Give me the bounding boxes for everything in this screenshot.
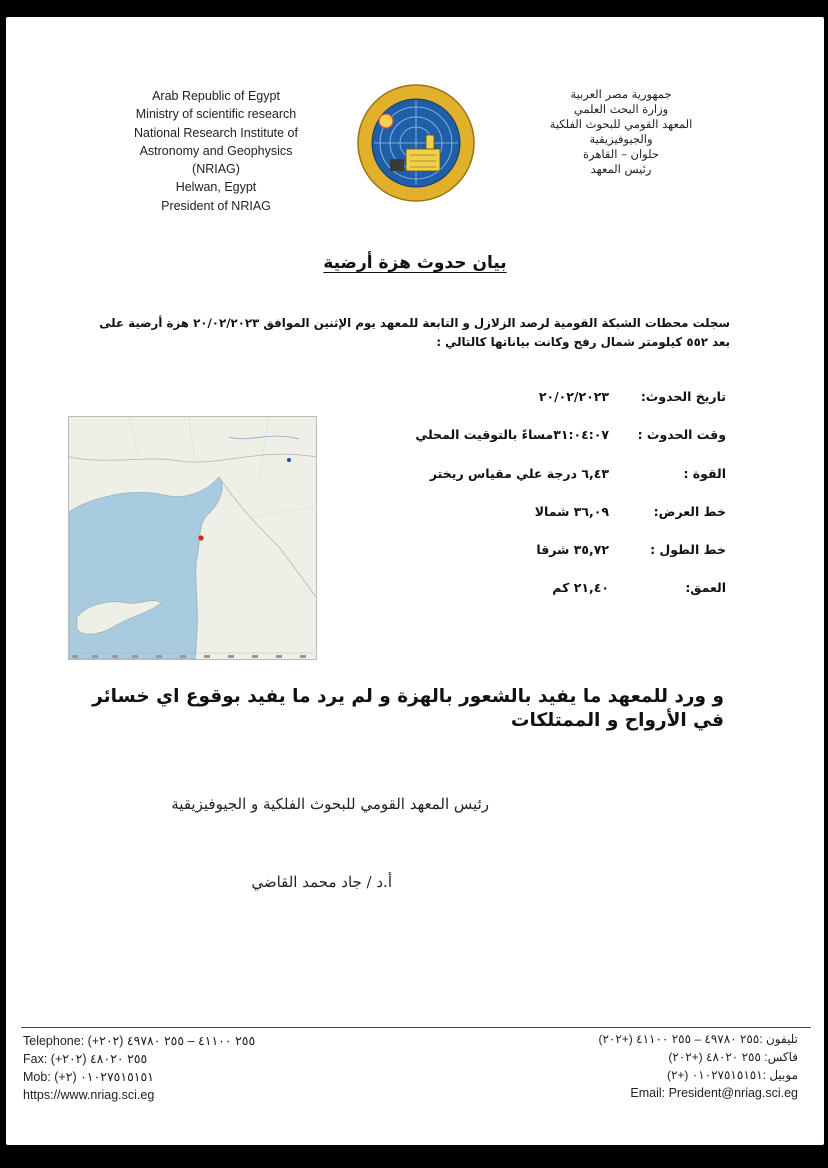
document-page xyxy=(6,17,824,1145)
footer-mobile: Mob: (+٢) ٠١٠٢٧٥١٥١٥١ xyxy=(23,1070,154,1084)
letterhead-line: President of NRIAG xyxy=(161,198,271,213)
footer-fax: Fax: (+٢٠٢) ٢٥٥ ٤٨٠٢٠ xyxy=(23,1052,148,1066)
map-scale-ticks xyxy=(68,651,315,663)
footer-email-link[interactable]: Email: President@nriag.sci.eg xyxy=(630,1086,798,1100)
arabic-letterhead xyxy=(521,87,721,177)
footer-mobile: موبيل :٠١٠٢٧٥١٥١٥١ (+٢) xyxy=(666,1068,798,1082)
signatory-name: أ.د / جاد محمد القاضي xyxy=(251,873,392,891)
detail-value: ٢٠/٠٢/٢٠٢٣ xyxy=(538,389,609,404)
letterhead-line: المعهد القومي للبحوث الفلكية xyxy=(549,117,693,131)
letterhead-line: Astronomy and Geophysics xyxy=(139,143,293,158)
footer-fax: فاكس: ٢٥٥ ٤٨٠٢٠ (+٢٠٢) xyxy=(668,1050,798,1064)
detail-label: خط العرض: xyxy=(653,504,726,519)
epicenter-marker xyxy=(198,535,203,540)
intro-paragraph: سجلت محطات الشبكة القومية لرصد الزلازل و التابعة للمعهد يوم الإثنين الموافق ٢٠/٠٢/٢٠٢٣ هزة أرضية على بعد ٥٥٢ كيلومتر شمال رفح وكانت بياناتها كالتالي : xyxy=(99,316,730,349)
footer-website-link[interactable]: https://www.nriag.sci.eg xyxy=(23,1088,155,1102)
detail-label: تاريخ الحدوث: xyxy=(640,389,726,404)
letterhead-line: National Research Institute of xyxy=(134,125,298,140)
letterhead-line: وزارة البحث العلمي xyxy=(573,102,669,116)
letterhead-line: حلوان – القاهرة xyxy=(582,147,659,161)
footer-contact-english xyxy=(23,1032,373,1104)
footer-telephone: تليفون :٢٥٥ ٤٩٧٨٠ – ٢٥٥ ٤١١٠٠ (+٢٠٢) xyxy=(598,1032,798,1046)
letterhead-line: والجيوفيزيقية xyxy=(589,132,653,146)
letterhead-line: Ministry of scientific research xyxy=(135,107,297,122)
detail-label: القوة : xyxy=(683,466,726,481)
detail-value: ٢١,٤٠ كم xyxy=(552,580,609,595)
nriag-seal-logo xyxy=(356,83,476,203)
detail-value: ٣٥,٧٢ شرقا xyxy=(536,542,609,557)
detail-label: خط الطول : xyxy=(650,542,726,557)
signatory-title: رئيس المعهد القومي للبحوث الفلكية و الجيوفيزيقية xyxy=(171,795,489,813)
detail-value: ٣٦,٠٩ شمالا xyxy=(534,504,609,519)
station-marker xyxy=(287,458,291,462)
document-title: بيان حدوث هزة أرضية xyxy=(323,253,507,273)
letterhead-line: Arab Republic of Egypt xyxy=(152,89,280,103)
detail-value: ٦,٤٣ درجة علي مقياس ريختر xyxy=(429,466,609,481)
letterhead-line: (NRIAG) xyxy=(192,162,240,177)
english-letterhead xyxy=(101,87,331,215)
detail-label: العمق: xyxy=(685,580,726,595)
footer-contact-arabic xyxy=(468,1030,798,1102)
letterhead-line: جمهورية مصر العربية xyxy=(570,87,672,101)
footer-divider xyxy=(21,1027,811,1028)
letterhead-line: رئيس المعهد xyxy=(590,162,652,176)
footer-telephone: Telephone: (+٢٠٢) ٢٥٥ ٤١١٠٠ – ٢٥٥ ٤٩٧٨٠ xyxy=(23,1034,256,1048)
epicenter-map xyxy=(68,416,317,660)
letterhead-line: Helwan, Egypt xyxy=(175,180,257,195)
impact-statement: و ورد للمعهد ما يفيد بالشعور بالهزة و لم يرد ما يفيد بوقوع اي خسائر في الأرواح و الممتلكات xyxy=(92,686,724,731)
detail-value: ٣١:٠٤:٠٧مساءً بالتوقيت المحلي xyxy=(415,427,609,442)
detail-label: وقت الحدوث : xyxy=(637,427,726,442)
